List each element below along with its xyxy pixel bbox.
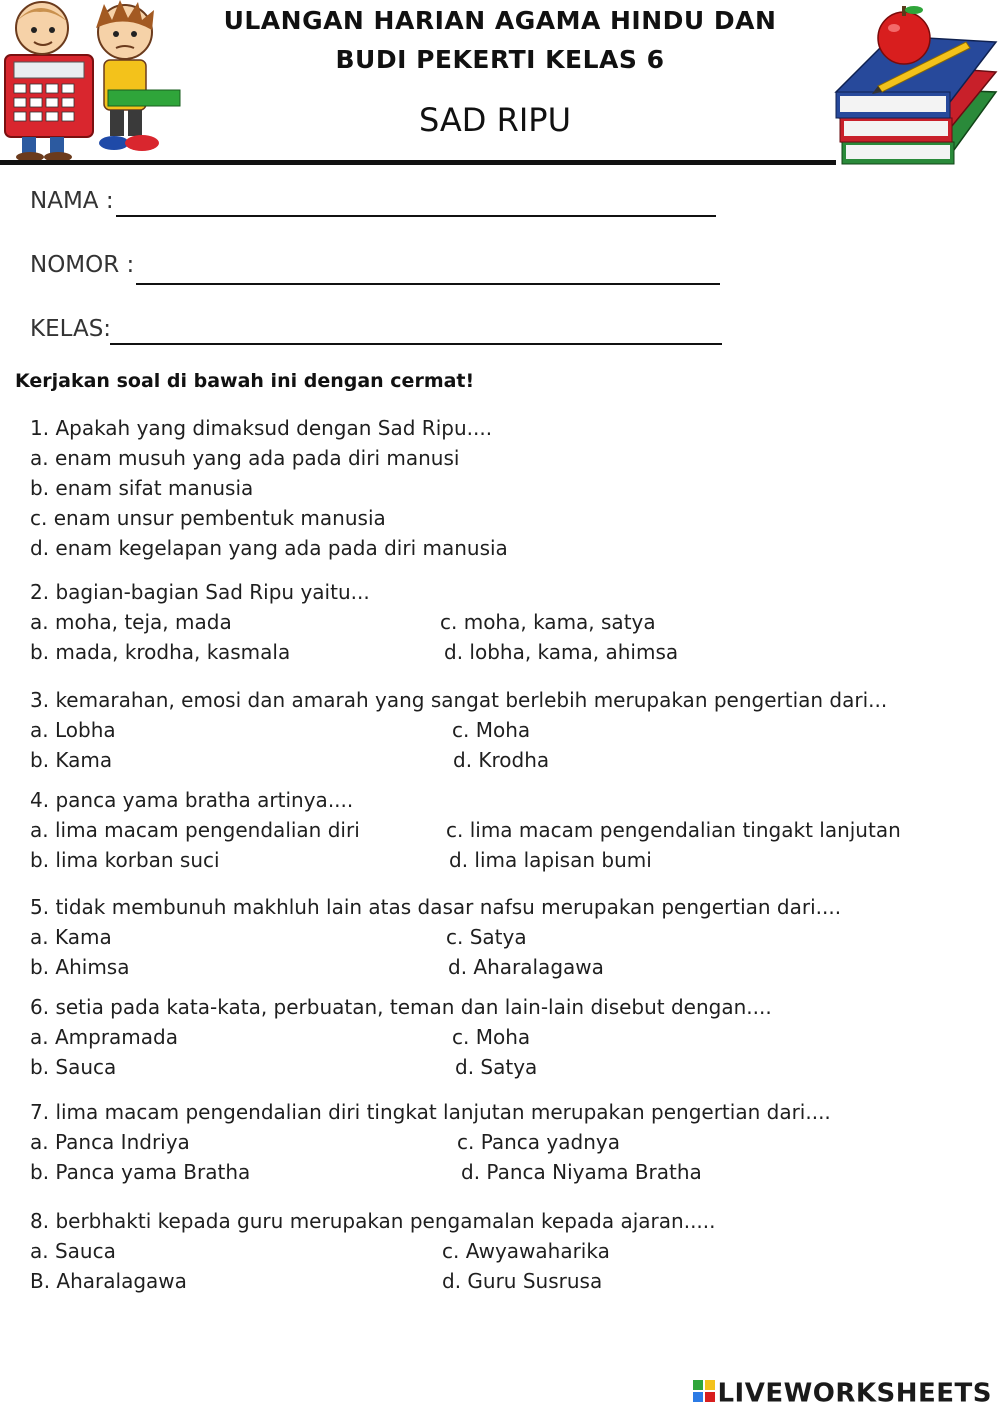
option-c[interactable]: c. moha, kama, satya [440,610,656,634]
option-c[interactable]: c. Satya [446,925,527,949]
option-c[interactable]: c. Panca yadnya [457,1130,620,1154]
option-a[interactable]: a. Kama [30,925,112,949]
option-c[interactable]: c. Moha [452,1025,531,1049]
option-a[interactable]: a. Ampramada [30,1025,178,1049]
question-text: 7. lima macam pengendalian diri tingkat lanjutan merupakan pengertian dari.... [30,1100,831,1124]
question-5 [30,892,990,982]
question-4 [30,785,990,875]
header-divider [0,160,836,165]
question-text: 3. kemarahan, emosi dan amarah yang sangat berlebih merupakan pengertian dari... [30,688,888,712]
option-c[interactable]: c. enam unsur pembentuk manusia [30,506,386,530]
option-d[interactable]: d. lobha, kama, ahimsa [444,640,679,664]
option-d[interactable]: d. Krodha [453,748,550,772]
option-b[interactable]: b. Ahimsa [30,955,130,979]
question-text: 6. setia pada kata-kata, perbuatan, teman dan lain-lain disebut dengan.... [30,995,772,1019]
option-b[interactable]: b. lima korban suci [30,848,220,872]
instruction-text: Kerjakan soal di bawah ini dengan cermat! [15,370,475,392]
kelas-line[interactable] [110,343,722,345]
option-b[interactable]: b. Sauca [30,1055,117,1079]
option-a[interactable]: a. lima macam pengendalian diri [30,818,360,842]
option-c[interactable]: c. Awyawaharika [442,1239,610,1263]
option-a[interactable]: a. moha, teja, mada [30,610,232,634]
option-d[interactable]: d. lima lapisan bumi [449,848,652,872]
books-apple-illustration [834,0,1000,172]
kelas-label: KELAS: [30,316,112,342]
option-b[interactable]: b. enam sifat manusia [30,476,254,500]
option-d[interactable]: d. Aharalagawa [448,955,604,979]
option-a[interactable]: a. Panca Indriya [30,1130,190,1154]
option-b[interactable]: b. mada, krodha, kasmala [30,640,291,664]
option-b[interactable]: B. Aharalagawa [30,1269,187,1293]
question-text: 1. Apakah yang dimaksud dengan Sad Ripu.... [30,416,493,440]
option-c[interactable]: c. Moha [452,718,531,742]
nomor-label: NOMOR : [30,252,135,278]
boy-right-icon [96,0,180,151]
question-text: 5. tidak membunuh makhluh lain atas dasar nafsu merupakan pengertian dari.... [30,895,842,919]
question-text: 2. bagian-bagian Sad Ripu yaitu... [30,580,370,604]
option-a[interactable]: a. Sauca [30,1239,116,1263]
option-a[interactable]: a. Lobha [30,718,116,742]
boy-calculator-illustration [0,0,190,165]
option-c[interactable]: c. lima macam pengendalian tingakt lanjutan [446,818,901,842]
option-d[interactable]: d. Satya [455,1055,538,1079]
title-line-1: ULANGAN HARIAN AGAMA HINDU DAN [223,6,777,35]
question-3 [30,685,990,775]
question-text: 8. berbhakti kepada guru merupakan pengamalan kepada ajaran..... [30,1209,716,1233]
question-7 [30,1097,990,1187]
question-8 [30,1206,990,1296]
liveworksheets-brand [693,1378,992,1409]
nomor-line[interactable] [136,283,720,285]
apple-icon [878,6,930,64]
page-subtitle: SAD RIPU [419,101,571,139]
nama-line[interactable] [116,215,716,217]
brand-text: LIVEWORKSHEETS [717,1378,992,1409]
question-1 [30,413,990,563]
question-text: 4. panca yama bratha artinya.... [30,788,354,812]
option-d[interactable]: d. Panca Niyama Bratha [461,1160,702,1184]
option-b[interactable]: b. Panca yama Bratha [30,1160,251,1184]
option-a[interactable]: a. enam musuh yang ada pada diri manusi [30,446,460,470]
option-b[interactable]: b. Kama [30,748,113,772]
option-d[interactable]: d. Guru Susrusa [442,1269,603,1293]
liveworksheets-logo-icon [693,1379,715,1409]
calculator-icon [5,55,93,137]
question-6 [30,992,990,1082]
title-line-2: BUDI PEKERTI KELAS 6 [335,45,665,74]
nama-label: NAMA : [30,188,114,214]
option-d[interactable]: d. enam kegelapan yang ada pada diri manusia [30,536,508,560]
question-2 [30,577,990,667]
